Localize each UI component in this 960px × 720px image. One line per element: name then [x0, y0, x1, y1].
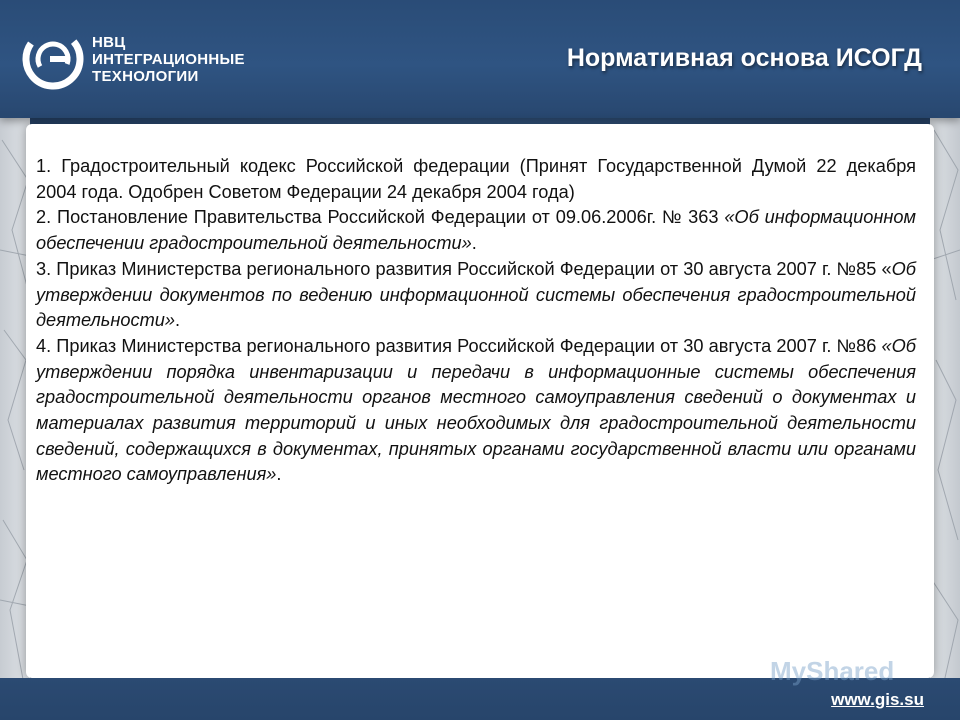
list-item-text: 2. Постановление Правительства Российской Федерации от 09.06.2006г. № 363: [36, 207, 725, 228]
company-logo[interactable]: [22, 28, 292, 98]
website-link[interactable]: www.gis.su: [831, 690, 924, 709]
logo-line-1: НВЦ: [92, 34, 126, 51]
list-item: [36, 334, 916, 488]
list-item: [36, 257, 916, 334]
page-title: Нормативная основа ИСОГД: [566, 44, 922, 72]
document-list: [36, 154, 916, 488]
list-item: [36, 205, 916, 256]
company-logo-icon: [22, 28, 84, 90]
header-bar: [0, 0, 960, 118]
watermark-text: MyShared: [770, 656, 895, 686]
list-item-text: 3. Приказ Министерства регионального развития Российской Федерации от 30 августа 2007 г. №85 «: [36, 258, 892, 279]
list-item-tail: .: [174, 310, 181, 331]
logo-line-3: ТЕХНОЛОГИИ: [92, 68, 199, 85]
list-item-tail: .: [471, 233, 477, 254]
list-item: [36, 154, 916, 205]
list-item-italic-text: «Об утверждении порядка инвентаризации и передачи в информационные системы обеспечения градостроительной деятельности органов местного самоуправления сведений о документах и материалах развития территорий и иных необходимых для градостроительной деятельности сведений, содержащихся в документах, принятых органами государственной власти или органами местного самоуправления»: [36, 335, 916, 485]
list-item-italic-text: Об утверждении документов по ведению информационной системы обеспечения градостроительной деятельности»: [36, 258, 916, 331]
list-item-text: 1. Градостроительный кодекс Российской федерации (Принят Государственной Думой 22 декабря 2004 года. Одобрен Советом Федерации 24 декабря 2004 года): [36, 156, 916, 202]
list-item-italic-text: «Об информационном обеспечении градостроительной деятельности»: [36, 207, 916, 254]
list-item-text: 4. Приказ Министерства регионального развития Российской Федерации от 30 августа 2007 г. №86: [36, 335, 882, 356]
logo-line-2: ИНТЕГРАЦИОННЫЕ: [92, 51, 245, 68]
company-logo-text: [92, 34, 245, 85]
list-item-tail: .: [276, 464, 282, 485]
